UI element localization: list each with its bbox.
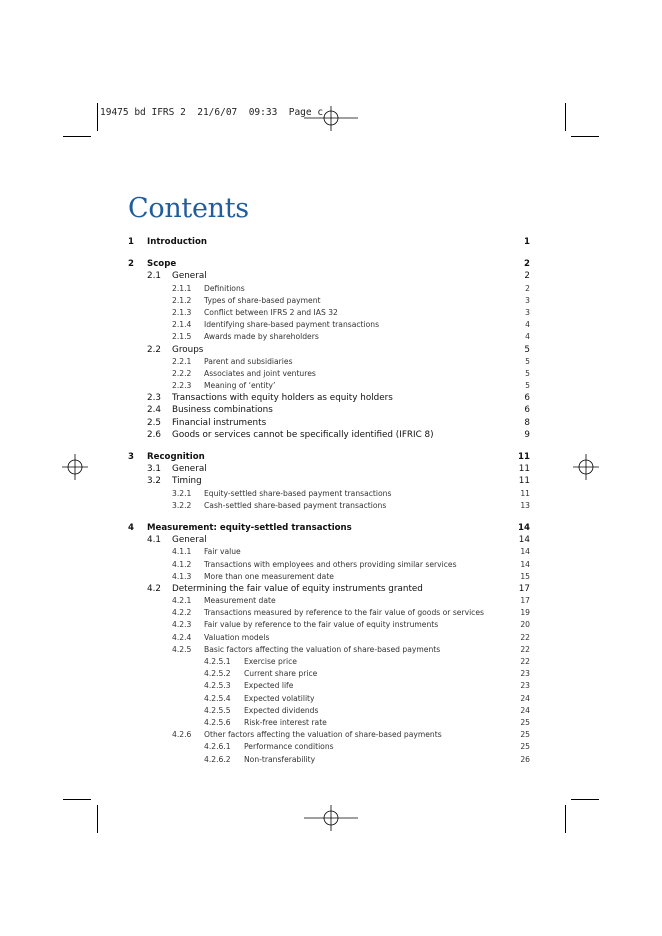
toc-entry <box>128 380 530 392</box>
toc-entry <box>128 404 530 416</box>
toc-entry <box>128 546 530 558</box>
toc-entry <box>128 644 530 656</box>
toc-entry-page: 15 <box>520 571 530 581</box>
toc-entry <box>128 559 530 571</box>
toc-entry-label: Expected life <box>244 681 294 691</box>
toc-entry <box>128 283 530 295</box>
toc-entry-number: 4.1 <box>147 535 161 546</box>
toc-entry-number: 2.1.1 <box>172 283 192 293</box>
toc-entry <box>128 270 530 282</box>
toc-entry-label: Introduction <box>147 237 208 247</box>
toc-entry-page: 5 <box>524 344 530 355</box>
toc-entry-page: 17 <box>520 596 530 606</box>
toc-entry-label: Scope <box>147 259 177 270</box>
toc-entry-label: General <box>172 464 207 475</box>
toc-entry-page: 4 <box>525 320 530 330</box>
toc-entry-page: 2 <box>524 259 530 270</box>
toc-entry-page: 20 <box>520 620 530 630</box>
toc-entry-number: 4.2.5.4 <box>204 693 231 703</box>
toc-entry-label: Definitions <box>204 283 245 293</box>
toc-entry-label: Business combinations <box>172 405 273 416</box>
toc-entry-number: 2.1.2 <box>172 295 192 305</box>
toc-entry-number: 4.2.5.2 <box>204 669 231 679</box>
toc-entry-page: 14 <box>518 535 530 546</box>
toc-entry-page: 22 <box>520 644 530 654</box>
toc-entry-page: 23 <box>520 669 530 679</box>
toc-entry-number: 2.1.4 <box>172 320 192 330</box>
toc-entry <box>128 534 530 546</box>
toc-entry-number: 3.1 <box>147 464 161 475</box>
toc-entry-label: Transactions with employees and others providing similar services <box>204 559 457 569</box>
toc-entry-page: 22 <box>520 632 530 642</box>
toc-entry-label: More than one measurement date <box>204 571 334 581</box>
toc-entry <box>128 595 530 607</box>
toc-entry-page: 6 <box>524 393 530 404</box>
toc-entry-page: 14 <box>518 522 530 533</box>
toc-entry-page: 1 <box>524 237 530 247</box>
toc-entry-label: Expected volatility <box>244 693 315 703</box>
toc-entry <box>128 656 530 668</box>
toc-entry-number: 4.2.6.1 <box>204 742 231 752</box>
toc-entry-number: 4.2.5.1 <box>204 657 231 666</box>
toc-entry-number: 2.2.3 <box>172 381 192 391</box>
toc-entry <box>128 522 530 534</box>
toc-entry-label: Fair value <box>204 547 241 557</box>
toc-entry-number: 2 <box>128 259 134 270</box>
toc-entry-number: 4.1.2 <box>172 559 192 569</box>
toc-entry-label: Other factors affecting the valuation of share-based payments <box>204 730 442 740</box>
toc-entry <box>128 356 530 368</box>
toc-entry-label: Exercise price <box>244 657 297 666</box>
toc-entry <box>128 307 530 319</box>
toc-entry-number: 3.2.1 <box>172 488 192 498</box>
toc-entry-number: 4.2.1 <box>172 596 192 606</box>
toc-entry-page: 9 <box>524 429 530 440</box>
toc-entry <box>128 344 530 356</box>
toc-entry-page: 11 <box>520 488 530 498</box>
toc-entry-label: Types of share-based payment <box>204 295 321 305</box>
toc-entry <box>128 451 530 463</box>
toc-entry-number: 2.1.5 <box>172 332 192 342</box>
toc-entry-page: 25 <box>520 742 530 752</box>
toc-entry-page: 14 <box>520 559 530 569</box>
toc-entry-page: 17 <box>518 583 530 594</box>
toc-entry-number: 2.4 <box>147 405 161 416</box>
toc-entry <box>128 463 530 475</box>
toc-entry-number: 4 <box>128 522 134 533</box>
toc-entry-label: Transactions with equity holders as equity holders <box>172 393 393 404</box>
toc-entry <box>128 475 530 487</box>
toc-entry-number: 3.2 <box>147 476 161 487</box>
toc-entry-page: 19 <box>520 608 530 618</box>
toc-entry-number: 1 <box>128 237 134 247</box>
toc-entry <box>128 429 530 441</box>
toc-entry-label: Recognition <box>147 452 205 462</box>
toc-entry-page: 23 <box>520 681 530 691</box>
toc-entry <box>128 258 530 270</box>
toc-entry <box>128 729 530 741</box>
toc-entry-page: 3 <box>525 295 530 305</box>
toc-entry-page: 24 <box>520 693 530 703</box>
toc-entry-label: Goods or services cannot be specifically identified (IFRIC 8) <box>172 429 434 440</box>
toc-entry-label: Identifying share-based payment transactions <box>204 320 380 330</box>
toc-entry-number: 4.2.2 <box>172 608 192 618</box>
toc-entry-number: 3 <box>128 452 134 462</box>
toc-entry-page: 11 <box>518 452 530 462</box>
toc-entry-page: 5 <box>525 356 530 366</box>
toc-entry <box>128 680 530 692</box>
toc-entry <box>128 583 530 595</box>
toc-entry <box>128 741 530 753</box>
toc-entry-number: 3.2.2 <box>172 500 192 510</box>
toc-entry-number: 2.2.1 <box>172 356 192 366</box>
toc-entry-page: 22 <box>520 657 530 666</box>
registration-mark-top <box>304 106 358 131</box>
toc-entry <box>128 693 530 705</box>
toc-entry-number: 2.2.2 <box>172 368 192 378</box>
toc-entry-number: 4.1.1 <box>172 547 192 557</box>
toc-entry <box>128 619 530 631</box>
toc-entry-label: Measurement: equity-settled transactions <box>147 522 352 533</box>
toc-entry-page: 11 <box>518 476 530 487</box>
toc-entry-label: Determining the fair value of equity instruments granted <box>172 583 423 594</box>
toc-entry-label: Parent and subsidiaries <box>204 356 293 366</box>
toc-entry-number: 4.2.4 <box>172 632 192 642</box>
toc-entry-label: Basic factors affecting the valuation of share-based payments <box>204 644 441 654</box>
toc-entry-label: Meaning of ‘entity’ <box>204 381 276 391</box>
toc-entry <box>128 705 530 717</box>
toc-entry-page: 6 <box>524 405 530 416</box>
toc-entry-label: Valuation models <box>204 632 270 642</box>
toc-entry-number: 4.2.6 <box>172 730 192 740</box>
toc-entry <box>128 668 530 680</box>
toc-entry-label: Timing <box>172 476 202 487</box>
toc-entry-page: 14 <box>520 547 530 557</box>
toc-entry-number: 4.2.3 <box>172 620 192 630</box>
toc-entry <box>128 607 530 619</box>
toc-entry-page: 26 <box>520 754 530 764</box>
toc-entry-label: Equity-settled share-based payment transactions <box>204 488 392 498</box>
toc-entry <box>128 717 530 729</box>
table-of-contents <box>128 236 530 766</box>
toc-entry-label: Transactions measured by reference to the fair value of goods or services <box>204 608 484 618</box>
toc-entry-label: Non-transferability <box>244 754 316 764</box>
toc-entry-page: 4 <box>525 332 530 342</box>
toc-entry-number: 2.5 <box>147 417 161 428</box>
toc-entry-page: 13 <box>520 500 530 510</box>
page-title: Contents <box>128 193 249 224</box>
toc-entry-label: Risk-free interest rate <box>244 717 327 727</box>
toc-entry-number: 2.3 <box>147 393 161 404</box>
toc-entry-page: 11 <box>518 464 530 475</box>
print-slug: 19475 bd IFRS 2 21/6/07 09:33 Page c <box>100 107 324 118</box>
toc-entry-number: 4.2.6.2 <box>204 754 231 764</box>
toc-entry <box>128 500 530 512</box>
toc-entry <box>128 632 530 644</box>
toc-entry <box>128 295 530 307</box>
toc-entry-number: 4.2.5.6 <box>204 717 231 727</box>
toc-entry-page: 2 <box>524 271 530 282</box>
toc-entry-page: 5 <box>525 381 530 391</box>
toc-entry <box>128 392 530 404</box>
toc-entry-page: 3 <box>525 307 530 317</box>
toc-entry-page: 5 <box>525 368 530 378</box>
toc-entry-page: 2 <box>525 283 530 293</box>
toc-entry <box>128 571 530 583</box>
toc-entry <box>128 417 530 429</box>
toc-entry-number: 4.1.3 <box>172 571 192 581</box>
toc-entry-label: General <box>172 535 207 546</box>
toc-entry-number: 2.1 <box>147 271 161 282</box>
toc-entry-number: 4.2.5 <box>172 644 192 654</box>
registration-mark-right <box>573 454 599 480</box>
toc-entry-label: Cash-settled share-based payment transactions <box>204 500 387 510</box>
toc-entry <box>128 319 530 331</box>
toc-entry-number: 2.1.3 <box>172 307 192 317</box>
toc-entry <box>128 754 530 766</box>
toc-entry-label: Associates and joint ventures <box>204 368 316 378</box>
toc-entry-label: Fair value by reference to the fair value of equity instruments <box>204 620 439 630</box>
toc-entry-label: Current share price <box>244 669 318 679</box>
toc-entry-label: General <box>172 271 207 282</box>
registration-mark-bottom <box>304 805 358 831</box>
toc-entry-label: Awards made by shareholders <box>204 332 319 342</box>
toc-entry <box>128 236 530 248</box>
toc-entry-page: 25 <box>520 717 530 727</box>
registration-mark-left <box>62 454 88 480</box>
toc-entry-number: 4.2.5.5 <box>204 705 231 715</box>
toc-entry-label: Expected dividends <box>244 705 319 715</box>
toc-entry-label: Financial instruments <box>172 417 267 428</box>
toc-entry-number: 4.2 <box>147 583 161 594</box>
toc-entry-label: Groups <box>172 344 204 355</box>
toc-entry-label: Performance conditions <box>244 742 334 752</box>
toc-entry-page: 8 <box>524 417 530 428</box>
toc-entry-label: Conflict between IFRS 2 and IAS 32 <box>204 307 338 317</box>
toc-entry-label: Measurement date <box>204 596 276 606</box>
toc-entry-page: 24 <box>520 705 530 715</box>
toc-entry <box>128 368 530 380</box>
toc-entry-number: 4.2.5.3 <box>204 681 231 691</box>
toc-entry <box>128 488 530 500</box>
toc-entry-page: 25 <box>520 730 530 740</box>
toc-entry <box>128 331 530 343</box>
toc-entry-number: 2.2 <box>147 344 161 355</box>
toc-entry-number: 2.6 <box>147 429 161 440</box>
